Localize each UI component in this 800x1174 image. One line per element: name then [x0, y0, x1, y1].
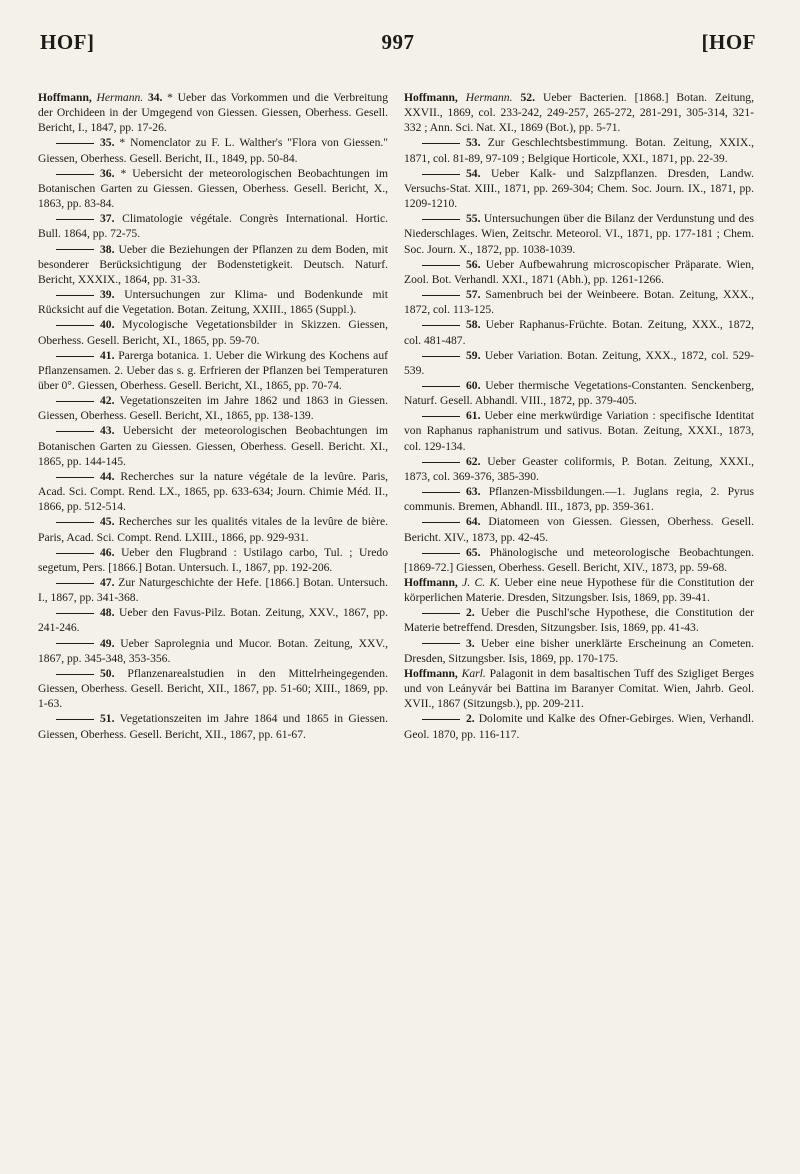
- bibliography-entry: [38, 211, 388, 241]
- bibliography-entry: [38, 514, 388, 544]
- ditto-rule: [56, 719, 94, 720]
- entry-text: Ueber eine neue Hypothese für die Constitution der körperlichen Materie. Dresden, Sitzungsber. Isis, 1869, pp. 39-41.: [404, 576, 754, 605]
- entry-number: 61.: [466, 409, 481, 423]
- entry-number: 49.: [100, 636, 115, 650]
- entry-number: 54.: [466, 166, 481, 180]
- ditto-rule: [56, 295, 94, 296]
- ditto-rule: [56, 249, 94, 250]
- bibliography-entry: [404, 636, 754, 666]
- entry-number: 41.: [100, 348, 115, 362]
- ditto-rule: [422, 174, 460, 175]
- bibliography-entry: [38, 605, 388, 635]
- entry-number: 64.: [466, 515, 481, 529]
- bibliography-entry: [38, 575, 388, 605]
- ditto-rule: [56, 431, 94, 432]
- ditto-rule: [56, 522, 94, 523]
- ditto-rule: [56, 553, 94, 554]
- bibliography-entry: [38, 348, 388, 393]
- entry-text: Palagonit in dem basaltischen Tuff des Szigliget Berges und von Leányvár bei Battina im Baranyer Comitat. Wien, Jahrb. Geol. XVII., 1867 (Sitzungsb.), pp. 209-211.: [404, 666, 754, 711]
- author-name: Hoffmann,: [404, 666, 458, 680]
- entry-number: 48.: [100, 606, 115, 620]
- ditto-rule: [422, 295, 460, 296]
- author-name: Hoffmann,: [38, 91, 92, 104]
- entry-text: Zur Geschlechtsbestimmung. Botan. Zeitung, XXIX., 1871, col. 81-89, 97-109 ; Belgique Horticole, XXI., 1871, pp. 22-39.: [404, 136, 754, 165]
- bibliography-entry: [404, 711, 754, 741]
- entry-number: 35.: [100, 136, 115, 150]
- ditto-rule: [56, 643, 94, 644]
- ditto-rule: [422, 265, 460, 266]
- author-name: Hoffmann,: [404, 91, 458, 104]
- ditto-rule: [56, 174, 94, 175]
- author-given-name: Hermann.: [96, 91, 144, 104]
- entry-number: 52.: [520, 91, 535, 104]
- entry-number: 56.: [466, 257, 481, 271]
- entry-text: Ueber eine merkwürdige Variation : specifische Identitat von Raphanus raphanistrum und sativus. Botan. Zeitung, XXXI., 1873, col. 129-134.: [404, 409, 754, 453]
- entry-number: 65.: [466, 545, 481, 559]
- bibliography-entry: [404, 317, 754, 347]
- ditto-rule: [422, 522, 460, 523]
- ditto-rule: [422, 492, 460, 493]
- entry-text: Ueber den Favus-Pilz. Botan. Zeitung, XXV., 1867, pp. 241-246.: [38, 606, 388, 635]
- entry-number: 44.: [100, 469, 115, 483]
- entry-text: Vegetationszeiten im Jahre 1862 und 1863 in Giessen. Giessen, Oberhess. Gesell. Bericht, XI., 1865, pp. 138-139.: [38, 394, 388, 423]
- ditto-rule: [56, 477, 94, 478]
- ditto-rule: [56, 219, 94, 220]
- author-name: Hoffmann,: [404, 576, 458, 589]
- entry-number: 57.: [466, 288, 481, 302]
- bibliography-entry: [404, 348, 754, 378]
- entry-text: Ueber Geaster coliformis, P. Botan. Zeitung, XXXI., 1873, col. 369-376, 385-390.: [404, 454, 755, 483]
- bibliography-entry: [38, 135, 388, 165]
- entry-text: Pflanzen-Missbildungen.—1. Juglans regia, 2. Pyrus communis. Bremen, Abhandl. III., 1873, pp. 359-361.: [404, 485, 754, 514]
- entry-text: Ueber Aufbewahrung microscopischer Präparate. Wien, Zool. Bot. Verhandl. XXI., 1871 (Abh.), pp. 1261-1266.: [404, 257, 754, 286]
- entry-number: 37.: [100, 212, 115, 226]
- entry-number: 60.: [466, 378, 481, 392]
- entry-number: 50.: [100, 666, 115, 680]
- bibliography-entry: [38, 469, 388, 514]
- bibliography-entry: [38, 90, 388, 135]
- entry-text: Untersuchungen über die Bilanz der Verdunstung und des Niederschlages. Wien, Zeitschr. Meteorol. VI., 1871, pp. 177-181 ; Chem. Soc. Journ. X., 1872, pp. 1038-1039.: [404, 212, 754, 256]
- entry-number: 59.: [466, 348, 481, 362]
- bibliography-entry: [38, 636, 388, 666]
- entry-text: Recherches sur la nature végétale de la levûre. Paris, Acad. Sci. Compt. Rend. LX., 1865, pp. 633-634; Journ. Chimie Méd. II., 1866, pp. 512-514.: [38, 469, 388, 514]
- entry-number: 55.: [466, 212, 481, 226]
- ditto-rule: [422, 143, 460, 144]
- ditto-rule: [56, 583, 94, 584]
- entry-number: 39.: [100, 288, 115, 302]
- entry-text: Vegetationszeiten im Jahre 1864 und 1865 in Giessen. Giessen, Oberhess. Gesell. Bericht, XII., 1867, pp. 61-67.: [38, 712, 388, 741]
- entry-text: Ueber Raphanus-Früchte. Botan. Zeitung, XXX., 1872, col. 481-487.: [404, 318, 754, 347]
- entry-number: 34.: [147, 91, 163, 104]
- entry-number: 51.: [100, 712, 115, 726]
- entry-text: Samenbruch bei der Weinbeere. Botan. Zeitung, XXX., 1872, col. 113-125.: [404, 288, 754, 317]
- bibliography-entry: [404, 605, 754, 635]
- entry-text: Zur Naturgeschichte der Hefe. [1866.] Botan. Untersuch. I., 1867, pp. 341-368.: [38, 576, 388, 605]
- entry-number: 2.: [466, 712, 475, 726]
- entry-number: 58.: [466, 318, 481, 332]
- entry-number: 36.: [100, 166, 115, 180]
- right-column: [404, 90, 754, 742]
- ditto-rule: [422, 386, 460, 387]
- entry-text: Ueber thermische Vegetations-Constanten. Senckenberg, Naturf. Gesell. Abhandl. VIII., 1872, pp. 379-405.: [404, 378, 754, 408]
- entry-number: 47.: [100, 576, 115, 589]
- bibliography-entry: [404, 135, 754, 165]
- entry-text: * Uebersicht der meteorologischen Beobachtungen im Botanischen Garten zu Giessen. Giessen, Oberhess. Gesell. Bericht, X., 1863, pp. 83-84.: [38, 166, 388, 211]
- ditto-rule: [56, 143, 94, 144]
- entry-text: Recherches sur les qualités vitales de la levûre de bière. Paris, Acad. Sci. Compt. Rend. LXIII., 1866, pp. 929-931.: [38, 515, 388, 544]
- entry-text: Uebersicht der meteorologischen Beobachtungen im Botanischen Garten zu Giessen. Giessen, Oberhess. Gesell. Bericht. XI., 1865, pp. 144-145.: [38, 424, 388, 468]
- bibliography-entry: [404, 545, 754, 575]
- entry-text: Ueber eine bisher unerklärte Erscheinung an Cometen. Dresden, Sitzungsber. Isis, 1869, pp. 170-175.: [404, 636, 755, 665]
- bibliography-entry: [404, 166, 754, 211]
- bibliography-entry: [404, 408, 754, 453]
- bibliography-entry: [38, 711, 388, 741]
- entry-text: Parerga botanica. 1. Ueber die Wirkung des Kochens auf Pflanzensamen. 2. Ueber das s. g. Erfrieren der Pflanzen bei Temperaturen über 0°. Giessen, Oberhess. Gesell. Bericht, XI., 1865, pp. 70-74.: [38, 348, 388, 392]
- entry-text: Diatomeen von Giessen. Giessen, Oberhess. Gesell. Bericht. XIV., 1873, pp. 42-45.: [404, 515, 755, 544]
- bibliography-entry: [38, 666, 388, 711]
- bibliography-entry: [404, 575, 754, 605]
- header-right: [HOF: [701, 30, 756, 54]
- bibliography-entry: [38, 317, 388, 347]
- bibliography-entry: [38, 423, 388, 468]
- bibliography-entry: [404, 378, 754, 408]
- entry-number: 38.: [100, 242, 115, 256]
- ditto-rule: [422, 613, 460, 614]
- ditto-rule: [422, 356, 460, 357]
- bibliography-entry: [404, 454, 754, 484]
- bibliography-entry: [404, 90, 754, 135]
- ditto-rule: [56, 356, 94, 357]
- ditto-rule: [422, 719, 460, 720]
- ditto-rule: [56, 674, 94, 675]
- entry-number: 43.: [100, 424, 115, 438]
- author-given-name: J. C. K.: [462, 576, 501, 589]
- ditto-rule: [422, 553, 460, 554]
- entry-text: Climatologie végétale. Congrès International. Hortic. Bull. 1864, pp. 72-75.: [38, 212, 388, 241]
- bibliography-entry: [38, 242, 388, 287]
- entry-text: Ueber den Flugbrand : Ustilago carbo, Tul. ; Uredo segetum, Pers. [1866.] Botan. Untersuch. I., 1867, pp. 192-206.: [38, 545, 388, 574]
- entry-text: Phänologische und meteorologische Beobachtungen. [1869-72.] Giessen, Oberhess. Gesell. Bericht, XIV., 1873, pp. 59-68.: [404, 545, 754, 574]
- bibliography-entry: [38, 393, 388, 423]
- ditto-rule: [422, 416, 460, 417]
- bibliography-entry: [38, 545, 388, 575]
- page-number: 997: [381, 30, 415, 54]
- ditto-rule: [422, 643, 460, 644]
- ditto-rule: [422, 219, 460, 220]
- ditto-rule: [56, 401, 94, 402]
- bibliography-entry: [404, 211, 754, 256]
- entry-text: Untersuchungen zur Klima- und Bodenkunde mit Rücksicht auf die Vegetation. Botan. Zeitung, XXIII., 1865 (Suppl.).: [38, 288, 388, 317]
- entry-text: Mycologische Vegetationsbilder in Skizzen. Giessen, Oberhess. Gesell. Bericht, XI., 1865, pp. 59-70.: [38, 318, 388, 347]
- entry-text: Ueber Kalk- und Salzpflanzen. Dresden, Landw. Versuchs-Stat. XIII., 1871, pp. 269-304; Chem. Soc. Journ. IX., 1871, pp. 1209-1210.: [404, 166, 754, 211]
- entry-text: Ueber die Puschl'sche Hypothese, die Constitution der Materie betreffend. Dresden, Sitzungsber. Isis, 1869, pp. 41-43.: [404, 606, 754, 635]
- entry-text: * Nomenclator zu F. L. Walther's "Flora von Giessen." Giessen, Oberhess. Gesell. Bericht, II., 1849, pp. 50-84.: [38, 136, 388, 165]
- entry-number: 62.: [466, 454, 481, 468]
- bibliography-entry: [38, 166, 388, 211]
- entry-number: 63.: [466, 485, 481, 499]
- bibliography-entry: [38, 287, 388, 317]
- entry-number: 40.: [100, 318, 115, 332]
- page-header: [40, 30, 756, 55]
- ditto-rule: [56, 325, 94, 326]
- ditto-rule: [422, 325, 460, 326]
- entry-number: 2.: [466, 606, 475, 620]
- bibliography-entry: [404, 257, 754, 287]
- entry-text: Ueber Variation. Botan. Zeitung, XXX., 1872, col. 529-539.: [404, 348, 754, 377]
- entry-text: Ueber Bacterien. [1868.] Botan. Zeitung, XXVII., 1869, col. 233-242, 249-257, 265-272, 281-291, 305-314, 321-332 ; Ann. Sci. Nat. XI., 1869 (Bot.), pp. 5-71.: [404, 91, 754, 135]
- bibliography-entry: [404, 287, 754, 317]
- entry-number: 42.: [100, 394, 115, 408]
- entry-text: Pflanzenarealstudien in den Mittelrheingegenden. Giessen, Oberhess. Gesell. Bericht, XII., 1867, pp. 51-60; XIII., 1869, pp. 1-63.: [38, 666, 388, 711]
- entry-number: 3.: [466, 636, 475, 650]
- entry-number: 53.: [466, 136, 481, 150]
- left-column: [38, 90, 388, 742]
- author-given-name: Karl.: [461, 666, 486, 680]
- entry-number: 46.: [100, 545, 115, 559]
- bibliography-entry: [404, 666, 754, 711]
- entry-text: Dolomite und Kalke des Ofner-Gebirges. Wien, Verhandl. Geol. 1870, pp. 116-117.: [404, 712, 754, 741]
- entry-text: Ueber Saprolegnia und Mucor. Botan. Zeitung, XXV., 1867, pp. 345-348, 353-356.: [38, 636, 388, 665]
- author-given-name: Hermann.: [465, 91, 513, 104]
- ditto-rule: [56, 613, 94, 614]
- entry-text: * Ueber das Vorkommen und die Verbreitung der Orchideen in der Umgegend von Giessen. Giessen, Oberhess. Gesell. Bericht, I., 1847, pp. 17-26.: [38, 91, 388, 135]
- header-left: HOF]: [40, 30, 95, 54]
- ditto-rule: [422, 462, 460, 463]
- bibliography-entry: [404, 514, 754, 544]
- entry-number: 45.: [100, 515, 115, 529]
- entry-text: Ueber die Beziehungen der Pflanzen zu dem Boden, mit besonderer Berücksichtigung der Bodenstetigkeit. Deutsch. Naturf. Bericht, XXXIX., 1864, pp. 31-33.: [38, 242, 389, 286]
- bibliography-entry: [404, 484, 754, 514]
